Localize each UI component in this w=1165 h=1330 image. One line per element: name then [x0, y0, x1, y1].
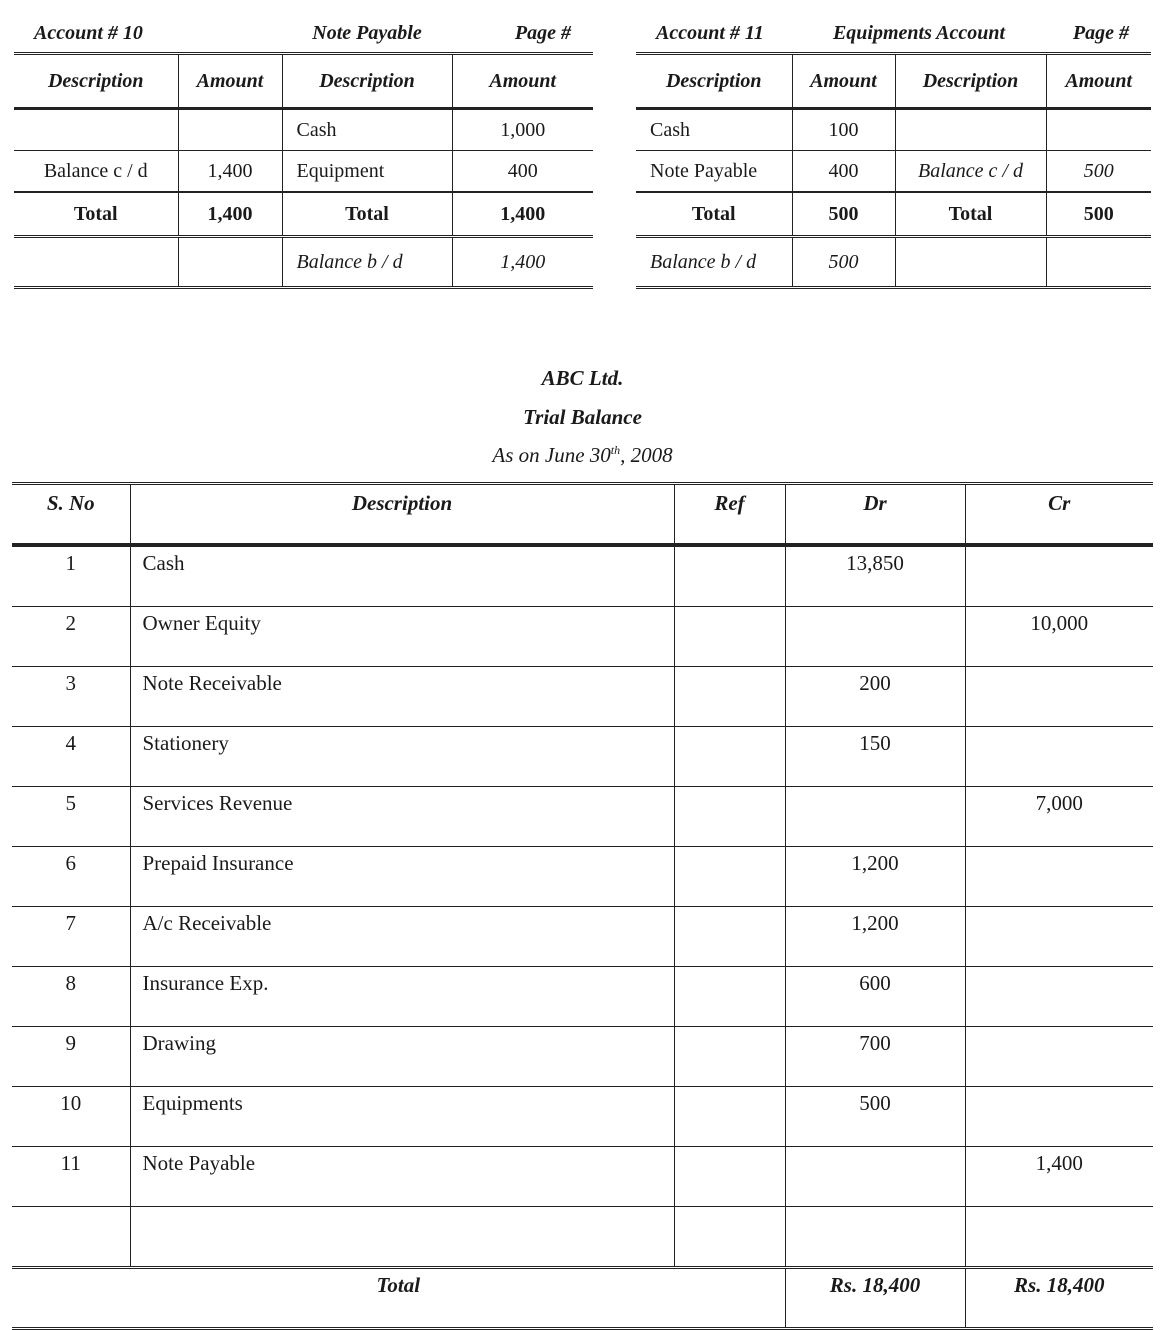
account-description: A/c Receivable: [130, 907, 674, 967]
table-row: [12, 847, 1153, 907]
column-header-amount: Amount: [178, 54, 282, 109]
account-description: Insurance Exp.: [130, 967, 674, 1027]
serial-number: 8: [12, 967, 130, 1027]
empty-cell: [785, 1207, 965, 1268]
balance-amount: 500: [792, 237, 895, 288]
debit-amount: 1,200: [785, 847, 965, 907]
credit-description: Cash: [282, 109, 452, 151]
ref-cell: [674, 907, 785, 967]
debit-total: 500: [792, 192, 895, 237]
serial-number: 6: [12, 847, 130, 907]
serial-number: 10: [12, 1087, 130, 1147]
column-header-amount: Amount: [792, 54, 895, 109]
credit-total: 1,400: [452, 192, 593, 237]
account-description: Equipments: [130, 1087, 674, 1147]
table-row: [12, 787, 1153, 847]
account-description: Prepaid Insurance: [130, 847, 674, 907]
table-row: [12, 907, 1153, 967]
column-header-dr: Dr: [785, 484, 965, 546]
balance-row: [636, 237, 1151, 288]
debit-amount: 1,200: [785, 907, 965, 967]
column-header-description: Description: [130, 484, 674, 546]
total-label: Total: [895, 192, 1046, 237]
debit-amount: [785, 1147, 965, 1207]
credit-description: Balance c / d: [895, 151, 1046, 193]
total-label: Total: [282, 192, 452, 237]
table-row: [12, 1207, 1153, 1268]
debit-amount: 600: [785, 967, 965, 1027]
credit-description: Equipment: [282, 151, 452, 193]
column-header-amount: Amount: [452, 54, 593, 109]
credit-amount: [965, 667, 1153, 727]
credit-amount: [965, 727, 1153, 787]
account-name: Equipments Account: [832, 22, 1006, 44]
credit-amount: 1,400: [965, 1147, 1153, 1207]
empty-cell: [12, 1207, 130, 1268]
debit-amount: 500: [785, 1087, 965, 1147]
credit-total: 500: [1046, 192, 1151, 237]
total-label: Total: [12, 1268, 785, 1329]
table-row: [12, 967, 1153, 1027]
ref-cell: [674, 667, 785, 727]
debit-amount: 1,400: [178, 151, 282, 193]
debit-description: Note Payable: [636, 151, 792, 193]
column-header-description: Description: [282, 54, 452, 109]
credit-amount: 7,000: [965, 787, 1153, 847]
serial-number: 4: [12, 727, 130, 787]
ledger-row: [636, 109, 1151, 151]
ledger-row: [14, 109, 593, 151]
note-payable-ledger: [14, 14, 593, 289]
account-number: Account # 11: [656, 22, 764, 44]
ledger-row: [14, 151, 593, 193]
debit-description: Cash: [636, 109, 792, 151]
column-header-ref: Ref: [674, 484, 785, 546]
column-header-cr: Cr: [965, 484, 1153, 546]
account-description: Note Receivable: [130, 667, 674, 727]
page-number: Page #: [1072, 22, 1130, 44]
ref-cell: [674, 847, 785, 907]
account-description: Stationery: [130, 727, 674, 787]
empty-cell: [965, 1207, 1153, 1268]
table-row: [12, 667, 1153, 727]
credit-amount: 500: [1046, 151, 1151, 193]
credit-total: Rs. 18,400: [965, 1268, 1153, 1329]
total-label: Total: [636, 192, 792, 237]
credit-amount: [965, 1087, 1153, 1147]
total-row: [636, 192, 1151, 237]
debit-amount: [785, 787, 965, 847]
debit-amount: 400: [792, 151, 895, 193]
balance-label: Balance b / d: [636, 237, 792, 288]
serial-number: 9: [12, 1027, 130, 1087]
ref-cell: [674, 607, 785, 667]
date-suffix: , 2008: [620, 443, 673, 467]
table-row: [12, 607, 1153, 667]
ref-cell: [674, 1147, 785, 1207]
total-row: [14, 192, 593, 237]
table-row: [12, 1027, 1153, 1087]
debit-amount: 13,850: [785, 545, 965, 607]
date-superscript: th: [610, 443, 621, 457]
balance-amount: 1,400: [452, 237, 593, 288]
debit-description: [14, 109, 178, 151]
table-header-row: [12, 484, 1153, 546]
total-label: Total: [14, 192, 178, 237]
debit-amount: 100: [792, 109, 895, 151]
ref-cell: [674, 1027, 785, 1087]
credit-amount: [965, 1027, 1153, 1087]
table-row: [12, 545, 1153, 607]
serial-number: 5: [12, 787, 130, 847]
trial-balance-body: [12, 545, 1153, 1268]
table-row: [12, 727, 1153, 787]
table-row: [12, 1147, 1153, 1207]
serial-number: 7: [12, 907, 130, 967]
page-number: Page #: [514, 22, 571, 44]
account-number: Account # 10: [34, 22, 143, 44]
debit-total: Rs. 18,400: [785, 1268, 965, 1329]
balance-row: [14, 237, 593, 288]
table-row: [12, 1087, 1153, 1147]
date-prefix: As on June 30: [492, 443, 611, 467]
trial-balance-date: [0, 443, 1165, 468]
balance-label: Balance b / d: [282, 237, 452, 288]
account-description: Cash: [130, 545, 674, 607]
company-name: ABC Ltd.: [541, 366, 624, 390]
empty-cell: [674, 1207, 785, 1268]
debit-amount: [178, 109, 282, 151]
credit-description: [895, 109, 1046, 151]
account-description: Owner Equity: [130, 607, 674, 667]
credit-amount: [965, 907, 1153, 967]
empty-cell: [130, 1207, 674, 1268]
credit-amount: 1,000: [452, 109, 593, 151]
debit-amount: 200: [785, 667, 965, 727]
debit-description: Balance c / d: [14, 151, 178, 193]
column-header-sno: S. No: [12, 484, 130, 546]
empty-cell: [895, 237, 1046, 288]
credit-amount: [965, 847, 1153, 907]
serial-number: 11: [12, 1147, 130, 1207]
column-header-description: Description: [895, 54, 1046, 109]
credit-amount: 10,000: [965, 607, 1153, 667]
debit-total: 1,400: [178, 192, 282, 237]
column-header-amount: Amount: [1046, 54, 1151, 109]
ref-cell: [674, 727, 785, 787]
debit-amount: [785, 607, 965, 667]
ref-cell: [674, 967, 785, 1027]
credit-amount: 400: [452, 151, 593, 193]
debit-amount: 150: [785, 727, 965, 787]
trial-balance-table: [12, 482, 1153, 1330]
credit-amount: [965, 967, 1153, 1027]
credit-amount: [1046, 109, 1151, 151]
debit-amount: 700: [785, 1027, 965, 1087]
serial-number: 2: [12, 607, 130, 667]
empty-cell: [178, 237, 282, 288]
serial-number: 3: [12, 667, 130, 727]
account-description: Note Payable: [130, 1147, 674, 1207]
account-name: Note Payable: [312, 22, 422, 44]
equipments-ledger: [636, 14, 1151, 289]
account-description: Drawing: [130, 1027, 674, 1087]
column-header-description: Description: [636, 54, 792, 109]
serial-number: 1: [12, 545, 130, 607]
total-row: [12, 1268, 1153, 1329]
credit-amount: [965, 545, 1153, 607]
account-description: Services Revenue: [130, 787, 674, 847]
ref-cell: [674, 787, 785, 847]
empty-cell: [1046, 237, 1151, 288]
column-header-description: Description: [14, 54, 178, 109]
ref-cell: [674, 545, 785, 607]
ledger-row: [636, 151, 1151, 193]
empty-cell: [14, 237, 178, 288]
trial-balance-title: Trial Balance: [523, 405, 642, 429]
ref-cell: [674, 1087, 785, 1147]
